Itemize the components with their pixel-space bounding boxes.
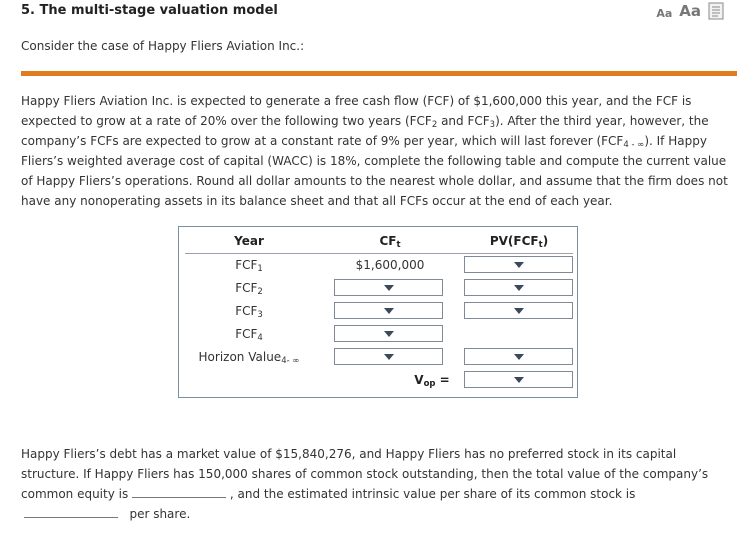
vop-label: $V_{op}$ = bbox=[414, 373, 450, 389]
valuation-table bbox=[178, 226, 578, 398]
row-label-fcf2: $FCF_2$ bbox=[235, 281, 263, 297]
cf-fcf3-dropdown[interactable] bbox=[334, 302, 443, 319]
print-icon[interactable] bbox=[708, 2, 724, 20]
row-label-fcf1: $FCF_1$ bbox=[235, 258, 263, 274]
font-size-small-button[interactable]: Aa bbox=[656, 7, 673, 20]
pv-fcf1-dropdown[interactable] bbox=[464, 256, 573, 273]
header-divider bbox=[185, 253, 573, 254]
problem-statement: Happy Fliers Aviation Inc. is expected to generate a free cash flow (FCF) of $1,600,000 this year, and the FCF is expected to grow at a rate of 20% over the following two years ($FCF_2$ and $FCF_3$). After the third year, however, the company’s FCFs are expected to grow at a constant rate of 9% per year, which will last forever $(FCF_{4 - \infty})$. If Happy Fliers’s weighted average cost of capital (WACC) is 18%, complete the following table and compute the current value of Happy Fliers’s operations. Round all dollar amounts to the nearest whole dollar, and assume that the firm does not have any nonoperating assets in its balance sheet and that all FCFs occur at the end of each year. bbox=[21, 94, 728, 208]
font-size-large-button[interactable]: Aa bbox=[679, 2, 701, 20]
pv-horizon-value-dropdown[interactable] bbox=[464, 348, 573, 365]
year-header: Year bbox=[234, 234, 264, 248]
cf-fcf4-dropdown[interactable] bbox=[334, 325, 443, 342]
equity-question: Happy Fliers’s debt has a market value of $15,840,276, and Happy Fliers has no preferred stock in its capital structure. If Happy Fliers has 150,000 shares of common stock outstanding, then the total value of the company’s common equity is , and the estimated intrinsic value per share of its common stock is per share. bbox=[21, 447, 709, 521]
cf-value-fcf1: $1,600,000 bbox=[355, 258, 425, 272]
pv-header: $PV(FCF_t)$ bbox=[489, 234, 549, 250]
vop-dropdown[interactable] bbox=[464, 371, 573, 388]
cf-fcf2-dropdown[interactable] bbox=[334, 279, 443, 296]
row-label-fcf3: $FCF_3$ bbox=[235, 304, 263, 320]
cf-header: $CF_t$ bbox=[379, 234, 401, 250]
section-divider bbox=[21, 71, 737, 76]
font-tools bbox=[656, 2, 724, 20]
pv-fcf2-dropdown[interactable] bbox=[464, 279, 573, 296]
question-title: 5. The multi-stage valuation model bbox=[21, 3, 278, 18]
question-intro: Consider the case of Happy Fliers Aviation Inc.: bbox=[21, 39, 305, 53]
per-share-value-blank[interactable] bbox=[24, 504, 118, 518]
cf-horizon-value-dropdown[interactable] bbox=[334, 348, 443, 365]
row-label-fcf4: $FCF_4$ bbox=[235, 327, 263, 343]
pv-fcf3-dropdown[interactable] bbox=[464, 302, 573, 319]
common-equity-blank[interactable] bbox=[132, 484, 226, 498]
row-label-horizon-value: Horizon Value$_{4- \infty}$ bbox=[198, 350, 300, 366]
